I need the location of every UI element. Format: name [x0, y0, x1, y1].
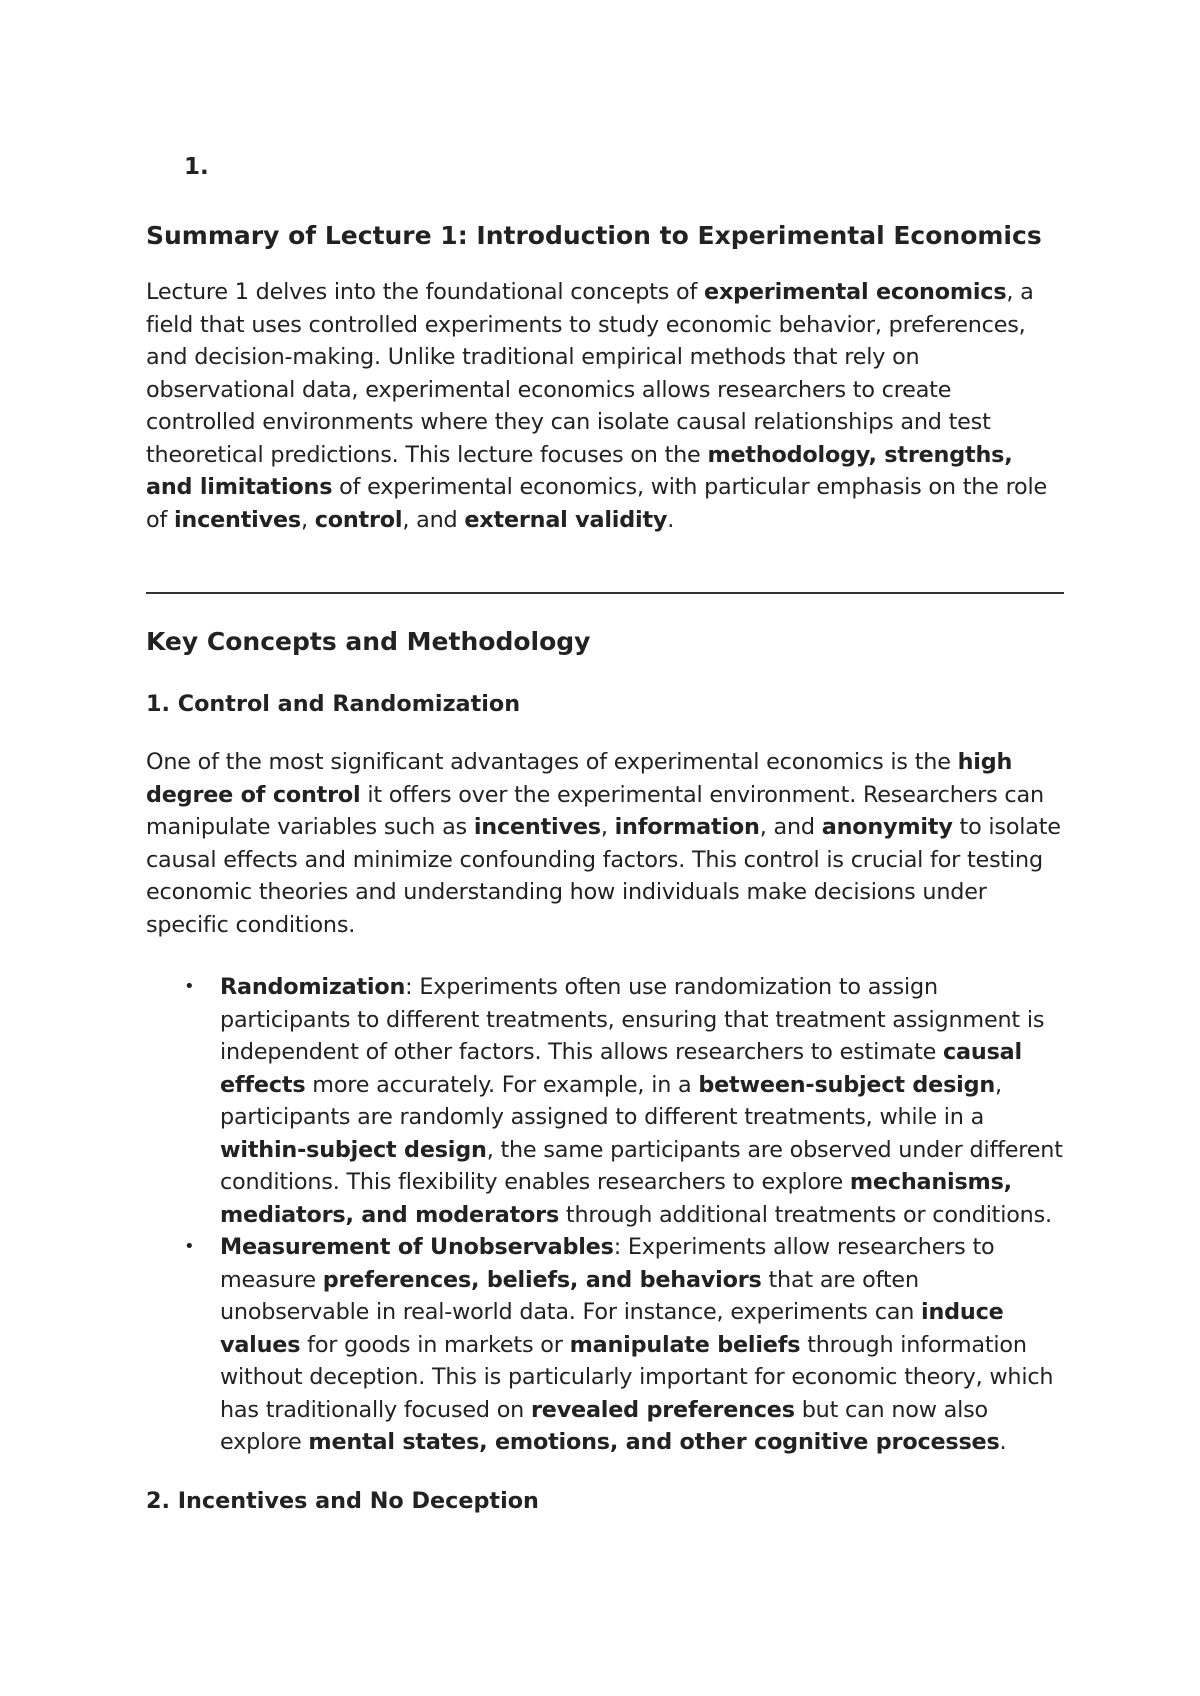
- control-bold: incentives: [473, 814, 601, 840]
- bullet-bold: causal effects: [220, 1039, 1022, 1098]
- bullet-text: that are often unobservable in real-world data. For instance, experiments can: [220, 1266, 922, 1325]
- summary-title: Summary of Lecture 1: Introduction to Experimental Economics: [146, 221, 1042, 250]
- section2-title: 2. Incentives and No Deception: [146, 1487, 539, 1514]
- bullet-text: : Experiments often use randomization to assign participants to different treatments, ensuring that treatment assignment is independent of other factors. This allows researchers to estimate: [220, 974, 1045, 1065]
- control-text: it offers over the experimental environment. Researchers can manipulate variables such as: [146, 781, 1044, 840]
- summary-text: ,: [300, 506, 315, 533]
- bullet-bold: revealed preferences: [530, 1396, 795, 1423]
- bullet-text: through information without deception. This is particularly important for economic theory, which has traditionally focused on: [220, 1331, 1054, 1423]
- bullet-bold: Measurement of Unobservables: [220, 1234, 614, 1260]
- section1-title: 1. Control and Randomization: [146, 691, 521, 717]
- bullet-text: : Experiments allow researchers to measure: [220, 1234, 995, 1293]
- bullet-icon: •: [184, 976, 195, 997]
- summary-bold: incentives: [173, 506, 301, 533]
- summary-text: of experimental economics, with particular emphasis on the role of: [146, 474, 1048, 533]
- bullet-bold: within-subject design: [220, 1136, 487, 1163]
- bullet-text: but can now also explore: [220, 1396, 988, 1455]
- bullet-text: .: [999, 1429, 1007, 1455]
- bullet-bold: preferences, beliefs, and behaviors: [322, 1266, 762, 1293]
- control-paragraph: [146, 746, 1066, 941]
- bullet-text: , the same participants are observed under different conditions. This flexibility enables researchers to explore: [220, 1136, 1063, 1195]
- summary-text: , and: [402, 506, 465, 533]
- list-number: 1.: [184, 154, 209, 180]
- bullet-list: [146, 971, 1066, 1459]
- control-bold: anonymity: [821, 814, 953, 840]
- summary-bold: experimental economics: [704, 279, 1007, 305]
- bullet-item-unobservables: [184, 1231, 1066, 1459]
- control-text: ,: [600, 814, 615, 840]
- bullet-bold: between-subject design: [698, 1071, 996, 1098]
- section-divider: [146, 592, 1064, 594]
- bullet-text: through additional treatments or conditions.: [559, 1201, 1052, 1228]
- summary-bold: methodology, strengths, and limitations: [146, 441, 1013, 500]
- summary-text: , a field that uses controlled experiments to study economic behavior, preferences, and decision-making. Unlike traditional empirical methods that rely on observational data, experimental economics allows researchers to create controlled environments where they can isolate causal relationships and test theoretical predictions. This lecture focuses on the: [146, 279, 1034, 468]
- bullet-text: more accurately. For example, in a: [305, 1071, 699, 1098]
- bullet-bold: mental states, emotions, and other cognitive processes: [308, 1429, 1000, 1455]
- summary-bold: control: [314, 506, 403, 533]
- bullet-bold: manipulate beliefs: [569, 1331, 801, 1358]
- control-text: to isolate causal effects and minimize confounding factors. This control is crucial for testing economic theories and understanding how individuals make decisions under specific conditions.: [146, 814, 1061, 938]
- control-text: One of the most significant advantages of experimental economics is the: [146, 749, 958, 775]
- control-bold: information: [614, 814, 760, 840]
- bullet-item-randomization: [184, 971, 1066, 1231]
- bullet-bold: Randomization: [220, 974, 406, 1000]
- summary-bold: external validity: [464, 506, 668, 533]
- summary-text: Lecture 1 delves into the foundational concepts of: [146, 279, 705, 305]
- bullet-text: for goods in markets or: [300, 1331, 570, 1358]
- bullet-text: , participants are randomly assigned to different treatments, while in a: [220, 1071, 1002, 1130]
- summary-paragraph: [146, 276, 1066, 536]
- bullet-icon: •: [184, 1236, 195, 1257]
- key-concepts-title: Key Concepts and Methodology: [146, 627, 591, 656]
- summary-text: .: [667, 506, 675, 533]
- control-bold: high degree of control: [146, 749, 1013, 808]
- control-text: , and: [759, 814, 822, 840]
- bullet-bold: induce values: [220, 1299, 1004, 1358]
- bullet-bold: mechanisms, mediators, and moderators: [220, 1169, 1012, 1228]
- document-content: [146, 150, 1066, 1543]
